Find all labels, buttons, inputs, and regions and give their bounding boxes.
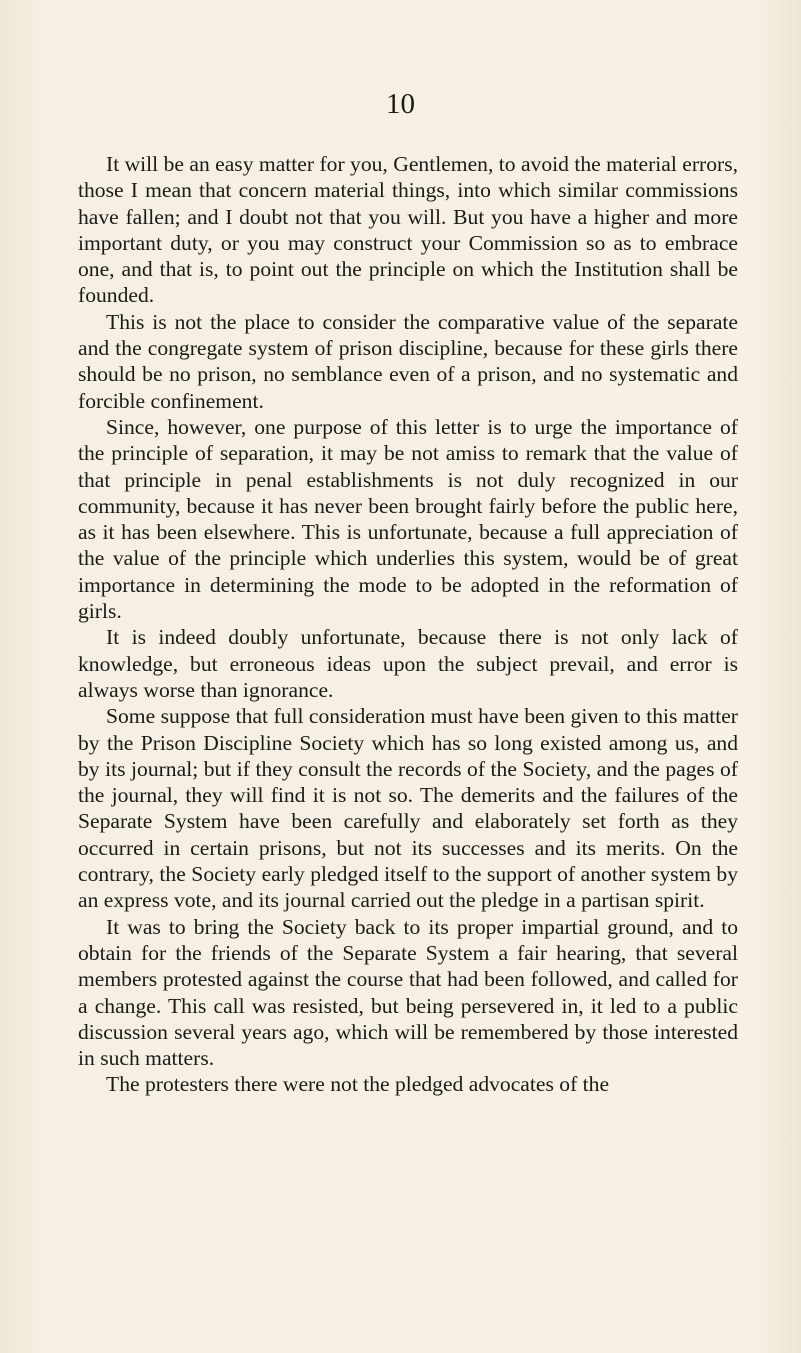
page-number: 10: [386, 88, 415, 120]
body-text: [78, 151, 738, 1098]
paragraph: It will be an easy matter for you, Gentlemen, to avoid the material errors, those I mean that concern material things, into which similar commissions have fallen; and I doubt not that you will. But you have a higher and more important duty, or you may construct your Commission so as to embrace one, and that is, to point out the principle on which the Institution shall be founded.: [78, 152, 738, 308]
paragraph: Since, however, one purpose of this letter is to urge the importance of the principle of separation, it may be not amiss to remark that the value of that principle in penal establishments is not duly recognized in our community, because it has never been brought fairly before the public here, as it has been elsewhere. This is unfortunate, because a full appreciation of the value of the principle which underlies this system, would be of great importance in determining the mode to be adopted in the reformation of girls.: [78, 414, 738, 624]
paragraph: It was to bring the Society back to its proper impartial ground, and to obtain for the friends of the Separate System a fair hearing, that several members protested against the course that had been followed, and called for a change. This call was resisted, but being persevered in, it led to a public discussion several years ago, which will be remembered by those interested in such matters.: [78, 914, 738, 1071]
paragraph: Some suppose that full consideration must have been given to this matter by the Prison Discipline Society which has so long existed among us, and by its journal; but if they consult the records of the Society, and the pages of the journal, they will find it is not so. The demerits and the failures of the Separate System have been carefully and elaborately set forth as they occurred in certain prisons, but not its successes and its merits. On the contrary, the Society early pledged itself to the support of another system by an express vote, and its journal carried out the pledge in a partisan spirit.: [78, 704, 738, 913]
paragraph: It is indeed doubly unfortunate, because there is not only lack of knowledge, but erroneous ideas upon the subject prevail, and error is always worse than ignorance.: [78, 625, 738, 702]
paragraph: This is not the place to consider the comparative value of the separate and the congregate system of prison discipline, because for these girls there should be no prison, no semblance even of a prison, and no systematic and forcible confinement.: [78, 309, 738, 413]
paragraph-last-line: The protesters there were not the pledged advocates of the: [106, 1072, 610, 1097]
